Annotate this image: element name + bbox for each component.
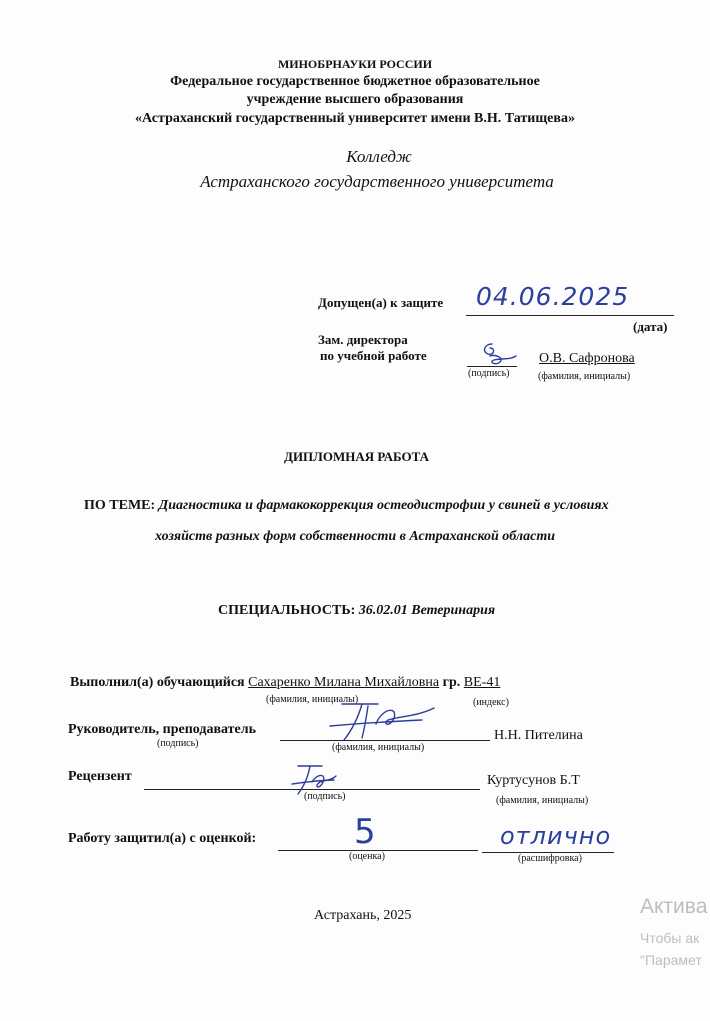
student-name-caption: (фамилия, инициалы) (266, 694, 359, 705)
supervisor-name: Н.Н. Пителина (494, 728, 583, 743)
admitted-label: Допущен(а) к защите (318, 295, 444, 310)
deputy-signature (478, 336, 522, 370)
reviewer-name-caption: (фамилия, инициалы) (496, 795, 589, 806)
grade-label: Работу защитил(а) с оценкой: (68, 831, 257, 846)
specialty-label: СПЕЦИАЛЬНОСТЬ: (218, 603, 356, 618)
deputy-name: О.В. Сафронова (539, 351, 635, 366)
grade-text-caption: (расшифровка) (518, 853, 582, 864)
specialty-line (218, 603, 495, 619)
date-caption: (дата) (633, 319, 668, 334)
reviewer-sign-caption: (подпись) (304, 791, 346, 802)
handwritten-grade: 5 (354, 812, 376, 852)
deputy-signature-caption: (подпись) (468, 368, 510, 379)
handwritten-date: 04.06.2025 (476, 282, 630, 311)
college-line-1: Колледж (346, 147, 412, 166)
specialty-value: 36.02.01 Ветеринария (358, 603, 496, 618)
reviewer-label: Рецензент (68, 769, 132, 784)
supervisor-name-caption: (фамилия, инициалы) (332, 742, 425, 753)
institution-line-2: учреждение высшего образования (246, 92, 464, 107)
topic-label: ПО ТЕМЕ: (84, 498, 156, 513)
ministry-name: МИНОБРНАУКИ РОССИИ (277, 57, 433, 71)
city-year: Астрахань, 2025 (314, 908, 412, 923)
topic-line-1 (84, 498, 609, 514)
activation-watermark-title: Актива (640, 895, 708, 918)
work-type-title: ДИПЛОМНАЯ РАБОТА (284, 449, 430, 464)
student-label: Выполнил(а) обучающийся (70, 675, 245, 690)
grade-caption: (оценка) (349, 851, 385, 862)
group-caption: (индекс) (473, 697, 509, 708)
group-label: гр. (442, 675, 461, 690)
student-row (70, 675, 500, 691)
supervisor-label: Руководитель, преподаватель (68, 722, 257, 737)
college-line-2: Астраханского государственного университета (200, 172, 554, 191)
topic-line-2: хозяйств разных форм собственности в Астраханской области (155, 529, 555, 544)
academic-work-label: по учебной работе (320, 348, 427, 363)
group-value: ВЕ-41 (463, 675, 501, 690)
supervisor-signature (322, 694, 442, 746)
date-line (466, 315, 674, 316)
university-name: «Астраханский государственный университет имени В.Н. Татищева» (135, 111, 575, 126)
topic-text-1: Диагностика и фармакокоррекция остеодистрофии у свиней в условиях (158, 498, 609, 513)
activation-watermark-line-2: Чтобы ак (640, 930, 700, 946)
handwritten-grade-text: отлично (500, 822, 612, 850)
deputy-signature-line (467, 366, 517, 367)
institution-line-1: Федеральное государственное бюджетное образовательное (170, 74, 540, 89)
deputy-name-caption: (фамилия, инициалы) (538, 371, 631, 382)
supervisor-sign-caption: (подпись) (157, 738, 199, 749)
activation-watermark-line-3: "Парамет (640, 952, 702, 968)
deputy-director-label: Зам. директора (318, 332, 408, 347)
reviewer-name: Куртусунов Б.Т (487, 773, 580, 788)
student-name: Сахаренко Милана Михайловна (248, 675, 440, 690)
